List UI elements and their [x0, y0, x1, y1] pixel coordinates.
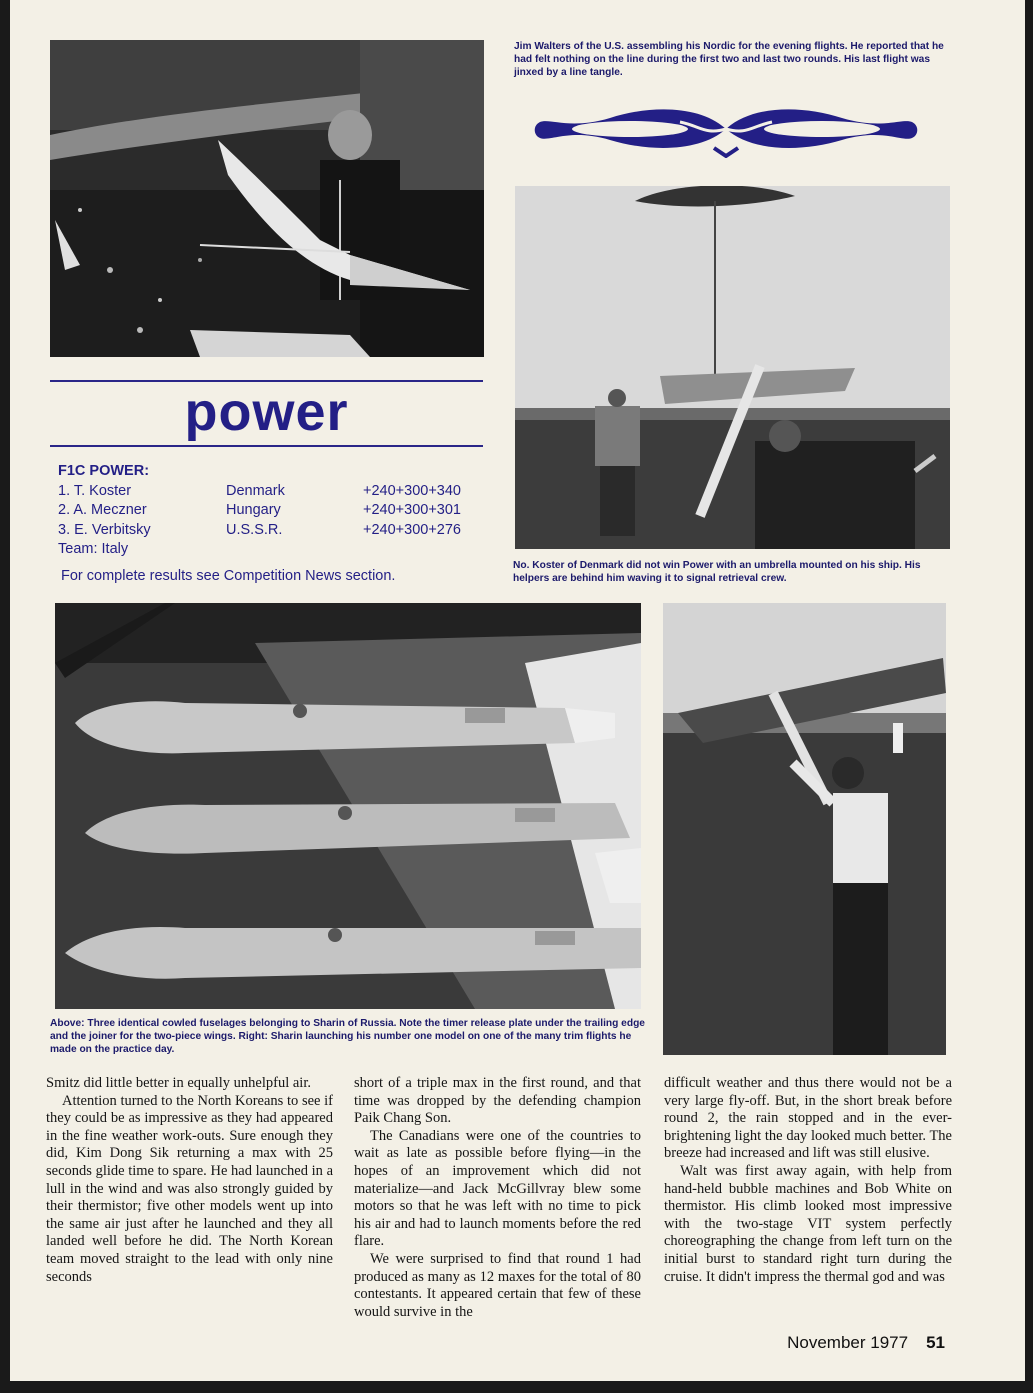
- scan-edge-bottom: [0, 1381, 1033, 1393]
- body-column-2: [354, 1075, 641, 1325]
- result-score: +240+300+301: [363, 502, 461, 518]
- page-number: 51: [926, 1333, 945, 1352]
- paragraph: The Canadians were one of the countries to wait as late as possible before flying—in the hopes of an improvement which did not materialize—and Jack McGillvray blew some motors so that he was left with no time to pick his air and had to launch moments before the red flare.: [354, 1127, 641, 1250]
- paragraph: We were surprised to find that round 1 had produced as many as 12 maxes for the total of 80 contestants. It appeared certain that few of these would survive in the: [354, 1250, 641, 1320]
- page-footer: [787, 1333, 945, 1353]
- photo-koster-umbrella: [515, 186, 950, 549]
- title-rule-bottom: [50, 445, 483, 447]
- photo-walters-nordic: [50, 40, 484, 357]
- result-country: U.S.S.R.: [226, 521, 283, 538]
- result-place: 2. A. Meczner: [58, 502, 147, 518]
- issue-date: November 1977: [787, 1333, 909, 1352]
- result-country: Hungary: [226, 502, 281, 518]
- paragraph: Walt was first away again, with help from hand-held bubble machines and Bob White on thermistor. His climb looked most impressive with the two-stage VIT system perfectly choreographing the change from left turn on the initial burst to standard right turn during the cruise. It didn't impress the thermal god and was: [664, 1162, 952, 1285]
- body-column-1: [46, 1075, 333, 1325]
- paragraph: difficult weather and thus there would not be a very large fly-off. But, in the short break before round 2, the rain stopped and in the ever-brightening light the day looked much better. The breeze had increased and lift was still elusive.: [664, 1075, 952, 1162]
- paragraph: Smitz did little better in equally unhelpful air.: [46, 1075, 311, 1091]
- f1c-results: [58, 462, 483, 586]
- results-note: For complete results see Competition News section.: [61, 567, 396, 584]
- result-score: +240+300+340: [363, 482, 461, 499]
- caption-koster: No. Koster of Denmark did not win Power with an umbrella mounted on his ship. His helpers are behind him waving it to signal retrieval crew.: [513, 560, 921, 584]
- section-title: power: [184, 382, 349, 442]
- result-score: +240+300+276: [363, 521, 461, 538]
- photo-sharin-fuselages: [55, 603, 641, 1009]
- result-row: [58, 501, 483, 521]
- paragraph: Attention turned to the North Koreans to see if they could be as impressive as they had appeared in the fine weather work-outs. Sure enough they did, Kim Dong Sik returning a max with 25 seconds glide time to spare. He had launched in a lull in the wind and was also strongly guided by their thermistor; five other models went up into the same air just after he launched and they all landed well before he did. The North Korean team moved straight to the lead with only nine seconds: [46, 1092, 333, 1285]
- caption-sharin: Above: Three identical cowled fuselages belonging to Sharin of Russia. Note the timer release plate under the trailing edge and the joiner for the two-piece wings. Right: Sharin launching his number one model on one of the many trim flights he made on the practice day.: [50, 1018, 645, 1055]
- team-result: Team: Italy: [58, 541, 129, 557]
- body-column-3: [664, 1075, 952, 1325]
- scan-edge-left: [0, 0, 10, 1393]
- result-row: [58, 521, 483, 541]
- scan-edge-right: [1025, 0, 1033, 1393]
- paragraph: short of a triple max in the first round, and that time was dropped by the defending champion Paik Chang Son.: [354, 1075, 641, 1127]
- result-place: 3. E. Verbitsky: [58, 521, 151, 538]
- results-heading: F1C POWER:: [58, 463, 150, 479]
- result-place: 1. T. Koster: [58, 482, 132, 499]
- photo-sharin-launch: [663, 603, 946, 1055]
- result-row: [58, 482, 483, 502]
- caption-walters: Jim Walters of the U.S. assembling his Nordic for the evening flights. He reported that he had felt nothing on the line during the first two and last two rounds. His last flight was jinxed by a line tangle.: [514, 41, 944, 78]
- decorative-ornament: [530, 100, 922, 158]
- result-country: Denmark: [226, 482, 285, 499]
